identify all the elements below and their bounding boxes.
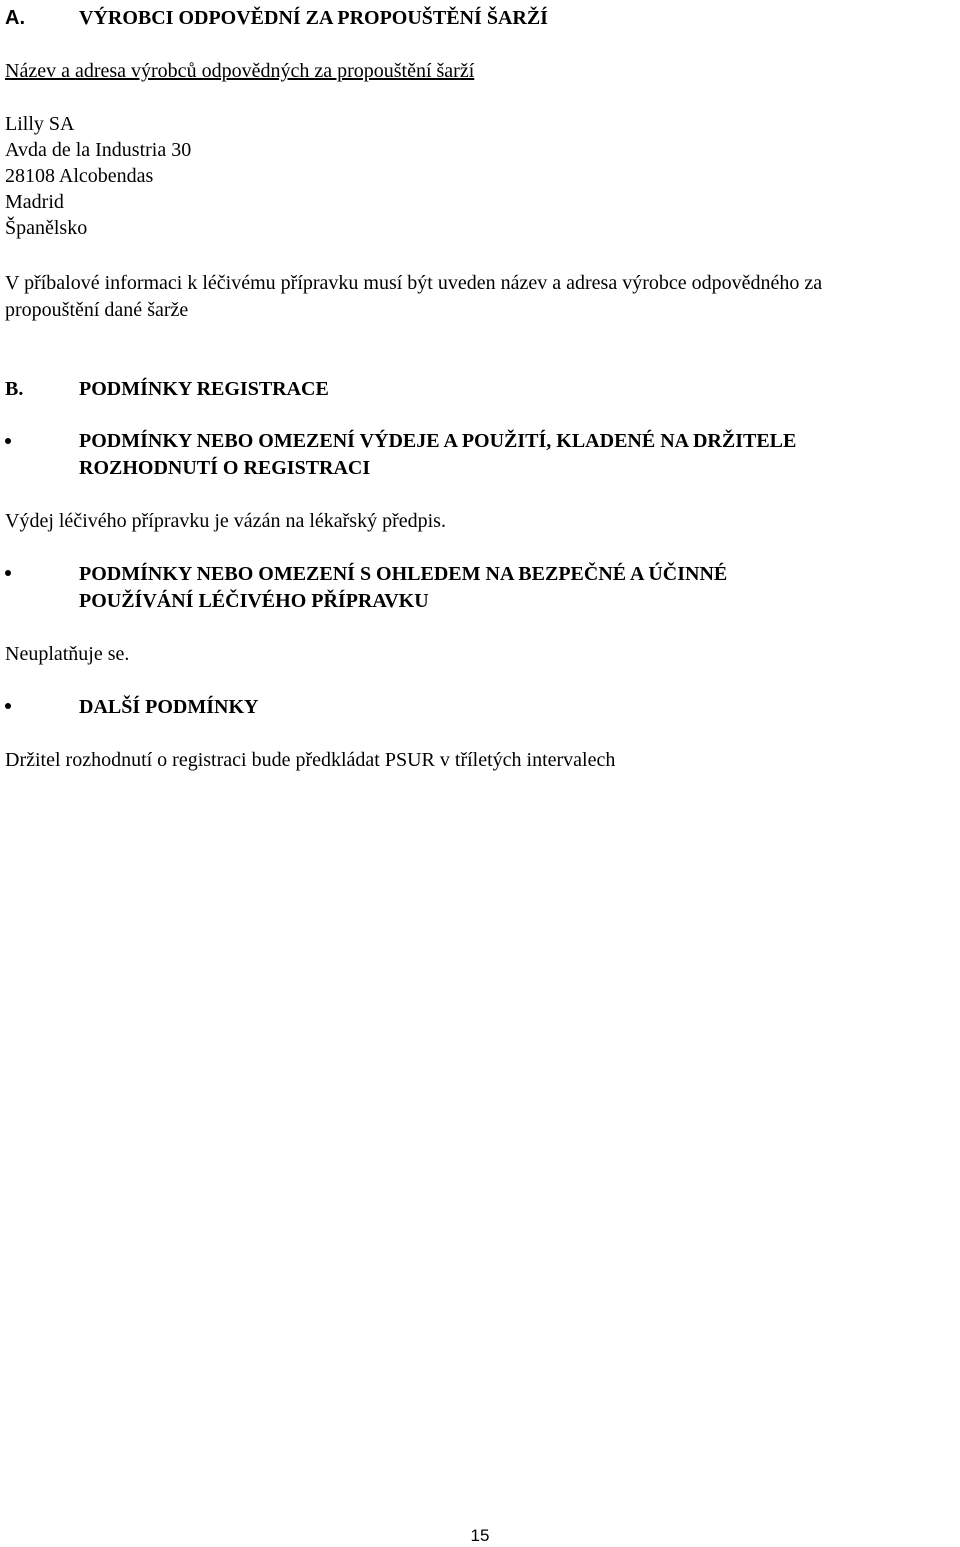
section-a-subheading: Název a adresa výrobců odpovědných za propouštění šarží: [5, 60, 475, 82]
section-a-note-line1: V příbalové informaci k léčivému přípravku musí být uveden název a adresa výrobce odpovědného za: [5, 272, 823, 294]
section-a-note-line2: propouštění dané šarže: [5, 299, 189, 321]
address-line-country: Španělsko: [5, 217, 88, 239]
bullet-icon: [5, 703, 11, 709]
address-line-company: Lilly SA: [5, 113, 75, 135]
item2-text: Neuplatňuje se.: [5, 643, 130, 665]
address-line-region: Madrid: [5, 191, 64, 213]
address-line-street: Avda de la Industria 30: [5, 139, 192, 161]
section-b-letter: B.: [5, 378, 24, 400]
page-number: 15: [470, 1526, 490, 1545]
item1-text: Výdej léčivého přípravku je vázán na lékařský předpis.: [5, 510, 446, 532]
bullet-icon: [5, 570, 11, 576]
section-b-heading: PODMÍNKY REGISTRACE: [79, 378, 329, 400]
section-a-letter: A.: [5, 7, 25, 29]
item3-heading: DALŠÍ PODMÍNKY: [79, 696, 259, 718]
item3-text: Držitel rozhodnutí o registraci bude předkládat PSUR v tříletých intervalech: [5, 749, 616, 771]
item2-heading-line2: POUŽÍVÁNÍ LÉČIVÉHO PŘÍPRAVKU: [79, 590, 429, 612]
item2-heading-line1: PODMÍNKY NEBO OMEZENÍ S OHLEDEM NA BEZPEČNÉ A ÚČINNÉ: [79, 563, 728, 585]
section-a-heading: VÝROBCI ODPOVĚDNÍ ZA PROPOUŠTĚNÍ ŠARŽÍ: [79, 7, 548, 29]
bullet-icon: [5, 438, 11, 444]
item1-heading-line1: PODMÍNKY NEBO OMEZENÍ VÝDEJE A POUŽITÍ, KLADENÉ NA DRŽITELE: [79, 430, 797, 452]
address-line-city: 28108 Alcobendas: [5, 165, 154, 187]
item1-heading-line2: ROZHODNUTÍ O REGISTRACI: [79, 457, 371, 479]
